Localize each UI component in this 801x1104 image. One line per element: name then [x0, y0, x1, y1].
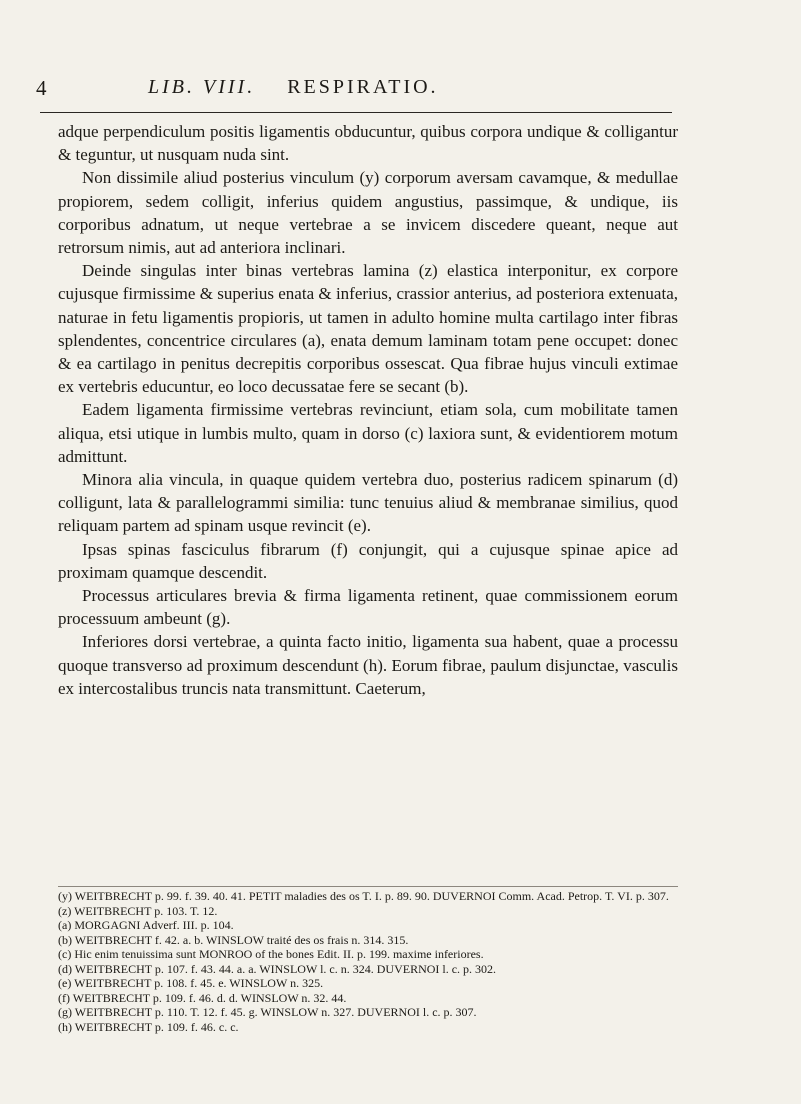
page-number: 4 [36, 76, 47, 100]
footnote: (f) WEITBRECHT p. 109. f. 46. d. d. WINSLOW n. 32. 44. [58, 990, 347, 1005]
running-title [148, 76, 439, 99]
footnote: (c) Hic enim tenuissima sunt MONROO of the bones Edit. II. p. 199. maxime inferiores. [58, 947, 484, 961]
paragraph: Deinde singulas inter binas vertebras lamina (z) elastica interponitur, ex corpore cujusque firmissime & superius enata & inferius, crassior anterius, ad posteriora extenuata, naturae in fetu ligamentis propioris, ut tamen in adulto homine multa cartilago inter fibras splendentes, concentrice circulares (a), enata demum laminam totam pene occupet: donec & ea cartilago in penitus decrepitis corporibus ossescat. Qua fibrae hujus vinculi extimae ex vertebris educuntur, eo loco decussatae fere se secant (b). [58, 261, 678, 397]
running-title-book: LIB. VIII. [148, 76, 256, 98]
paragraph: Processus articulares brevia & firma ligamenta retinent, quae commissionem eorum processuum ambeunt (g). [58, 586, 678, 629]
main-text [58, 120, 678, 700]
header-rule [40, 112, 672, 113]
paragraph: Eadem ligamenta firmissime vertebras revinciunt, etiam sola, cum mobilitate tamen aliqua, etsi utique in lumbis multo, quam in dorso (c) laxiora sunt, & evidentiorem motum admittunt. [58, 400, 678, 466]
footnote: (z) WEITBRECHT p. 103. T. 12. [58, 903, 218, 918]
paragraph: Non dissimile aliud posterius vinculum (y) corporum aversam cavamque, & medullae propiorem, sedem colligit, inferius quidem angustius, passimque, & undique, iis corporibus adnatum, ut neque vertebrae a se invicem discedere queant, neque aut retrorsum nimis, aut ad anteriora inclinari. [58, 168, 678, 258]
running-header [36, 76, 676, 106]
footnote: (h) WEITBRECHT p. 109. f. 46. c. c. [58, 1019, 239, 1034]
footnote: (d) WEITBRECHT p. 107. f. 43. 44. a. a. WINSLOW l. c. n. 324. DUVERNOI l. c. p. 302. [58, 961, 497, 976]
footnote: (y) WEITBRECHT p. 99. f. 39. 40. 41. PETIT maladies des os T. I. p. 89. 90. DUVERNOI Comm. Acad. Petrop. T. VI. p. 307. [58, 889, 669, 903]
footnote: (b) WEITBRECHT f. 42. a. b. WINSLOW traité des os frais n. 314. 315. [58, 932, 409, 947]
footnote-separator [58, 886, 678, 887]
paragraph: Inferiores dorsi vertebrae, a quinta facto initio, ligamenta sua habent, quae a processu quoque transverso ad proximum descendunt (h). Eorum fibrae, paulum disjunctae, vasculis ex intercostalibus truncis nata transmittunt. Caeterum, [58, 632, 678, 698]
footnote: (e) WEITBRECHT p. 108. f. 45. e. WINSLOW n. 325. [58, 976, 324, 990]
paragraph: Minora alia vincula, in quaque quidem vertebra duo, posterius radicem spinarum (d) colligunt, lata & parallelogrammi similia: tunc tenuius aliud & membranae similius, quod reliquam partem ad spinam usque revincit (e). [58, 470, 678, 536]
footnote: (g) WEITBRECHT p. 110. T. 12. f. 45. g. WINSLOW n. 327. DUVERNOI l. c. p. 307. [58, 1005, 477, 1019]
running-title-subject: RESPIRATIO. [287, 76, 439, 98]
footnote: (a) MORGAGNI Adverf. III. p. 104. [58, 918, 234, 932]
footnotes [58, 889, 678, 1034]
paragraph: Ipsas spinas fasciculus fibrarum (f) conjungit, qui a cujusque spinae apice ad proximam quamque descendit. [58, 539, 678, 582]
paragraph: adque perpendiculum positis ligamentis obducuntur, quibus corpora undique & colligantur & teguntur, ut nusquam nuda sint. [58, 122, 678, 165]
